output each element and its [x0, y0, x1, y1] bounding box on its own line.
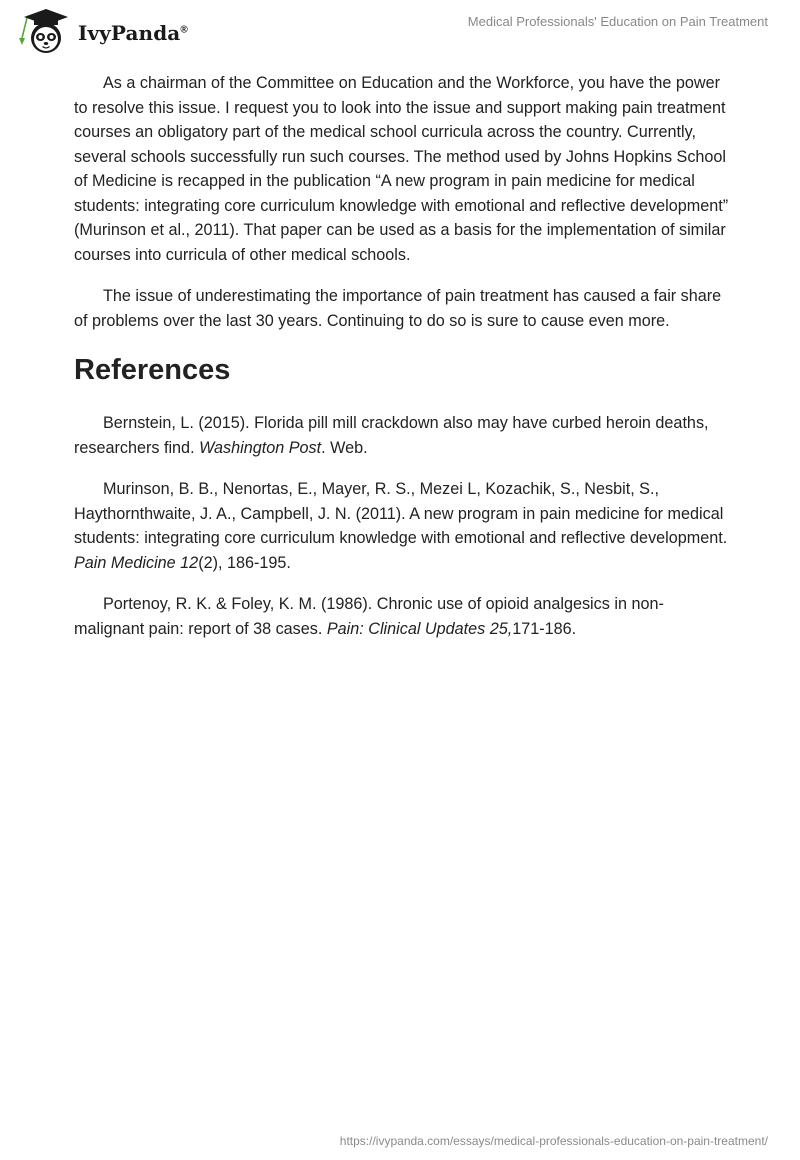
source-url-link[interactable]: https://ivypanda.com/essays/medical-professionals-education-on-pain-treatment/: [339, 1134, 768, 1148]
body-paragraph: As a chairman of the Committee on Education and the Workforce, you have the power to resolve this issue. I request you to look into the issue and support making pain treatment courses an obligatory part of the medical school curricula across the country. Currently, several schools successfully run such courses. The method used by Johns Hopkins School of Medicine is recapped in the publication “A new program in pain medicine for medical students: integrating core curriculum knowledge with emotional and reflective development” (Murinson et al., 2011). That paper can be used as a basis for the implementation of similar courses into curricula of other medical schools.: [74, 74, 729, 264]
reference-item: Bernstein, L. (2015). Florida pill mill crackdown also may have curbed heroin deaths, researchers find. Washington Post. Web.: [74, 414, 709, 457]
registered-mark: ®: [180, 24, 188, 36]
page-header: [0, 0, 800, 60]
ivypanda-logo[interactable]: [14, 8, 188, 56]
panda-graduate-icon: [14, 8, 76, 56]
document-body: [74, 71, 734, 658]
reference-item: Portenoy, R. K. & Foley, K. M. (1986). Chronic use of opioid analgesics in non-malignant pain: report of 38 cases. Pain: Clinical Updates 25,171-186.: [74, 595, 664, 638]
body-paragraph: The issue of underestimating the importance of pain treatment has caused a fair share of problems over the last 30 years. Continuing to do so is sure to cause even more.: [74, 287, 722, 330]
references-heading: References: [74, 354, 231, 386]
reference-source: Washington Post: [199, 438, 322, 457]
reference-source: Pain Medicine 12: [74, 553, 199, 572]
reference-source: Pain: Clinical Updates 25,: [326, 619, 513, 638]
reference-item: Murinson, B. B., Nenortas, E., Mayer, R. S., Mezei L, Kozachik, S., Nesbit, S., Haythornthwaite, J. A., Campbell, J. N. (2011). A new program in pain medicine for medical students: integrating core curriculum knowledge with emotional and reflective development. Pain Medicine 12(2), 186-195.: [74, 480, 728, 572]
logo-wordmark: IvyPanda®: [78, 21, 188, 45]
running-title: Medical Professionals' Education on Pain Treatment: [467, 14, 768, 29]
